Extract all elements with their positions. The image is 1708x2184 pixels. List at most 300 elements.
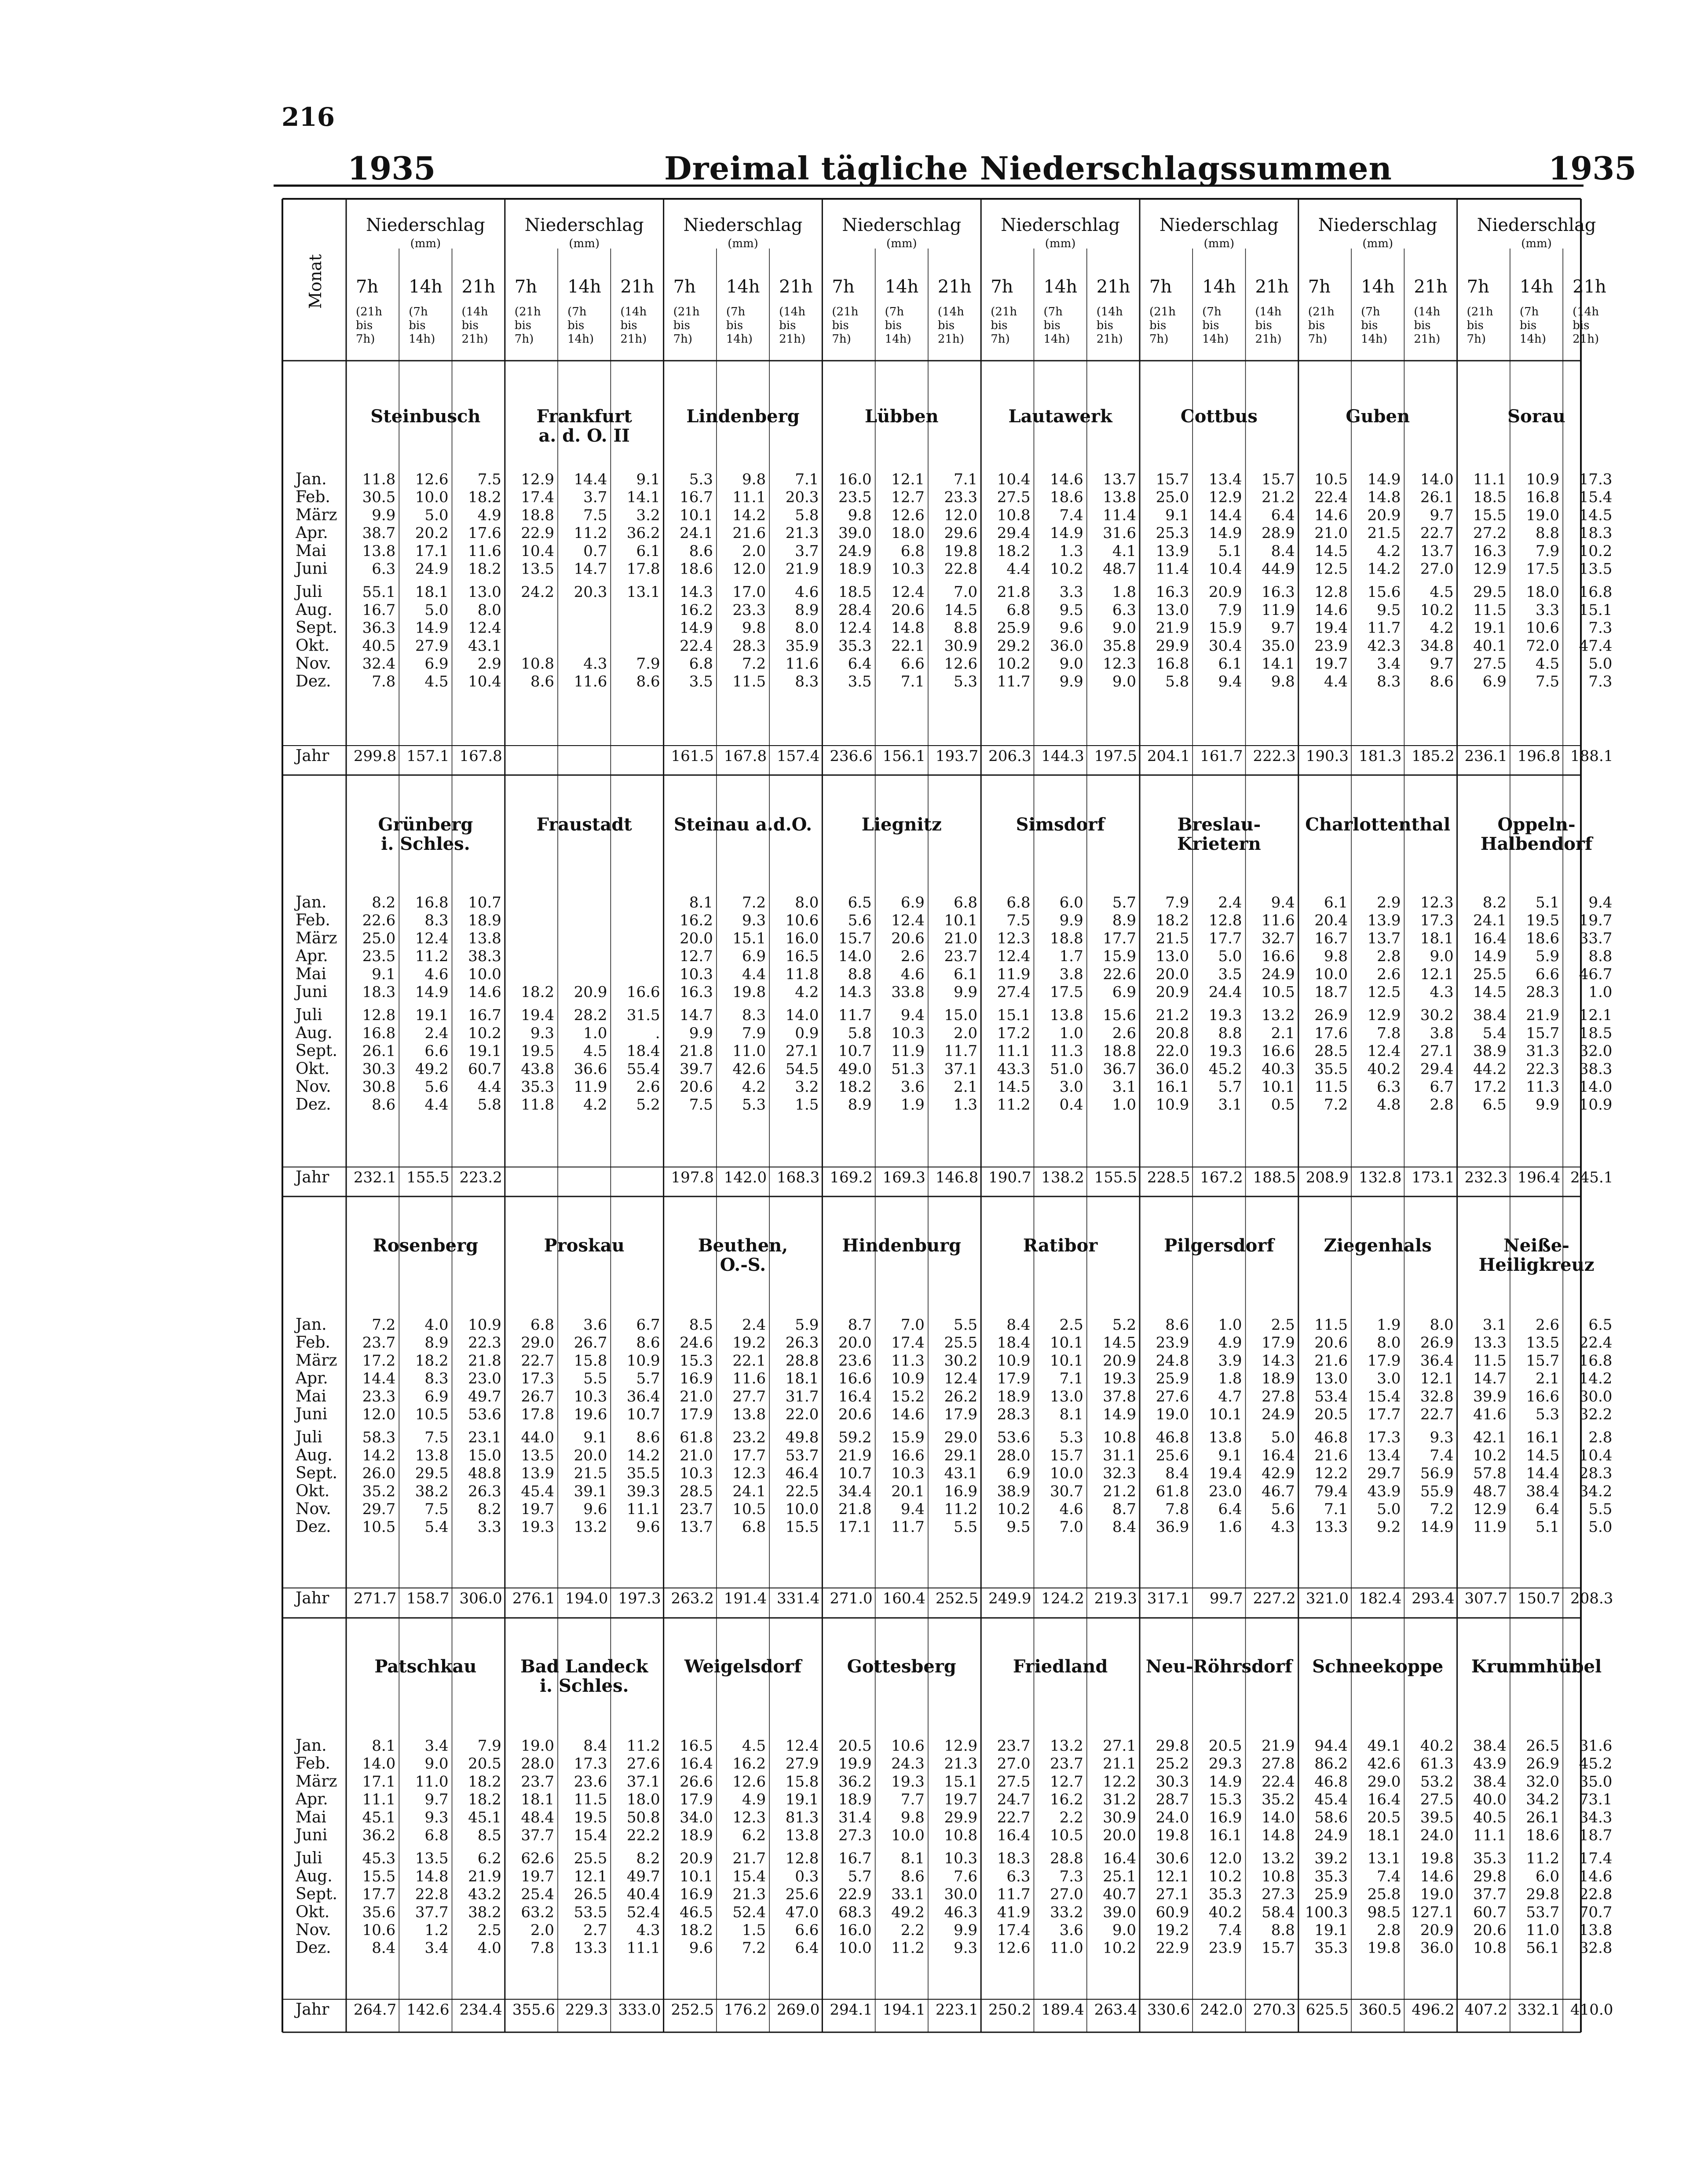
data-cell: 21.9 [1262,1737,1295,1755]
data-cell: 18.9 [838,560,872,578]
data-cell: 7.3 [1059,1867,1083,1885]
data-cell: 30.5 [362,488,396,506]
time-range-to: 7h) [514,333,534,346]
data-cell: 9.0 [1059,655,1083,673]
data-cell: 35.5 [626,1464,660,1482]
data-cell: 3.3 [477,1518,501,1536]
data-cell: 29.1 [944,1446,978,1464]
month-label: Sept. [296,1464,337,1482]
data-cell: 14.5 [1314,542,1348,560]
jahr-cell: 204.1 [1147,747,1190,765]
data-cell: 14.1 [1262,655,1295,673]
data-cell: 11.1 [1473,1826,1507,1844]
station-name: Breslau- [1177,814,1261,835]
data-cell: 21.6 [1314,1352,1348,1370]
data-cell: 35.3 [1314,1867,1348,1885]
data-cell: 22.7 [1420,524,1454,542]
data-cell: 15.7 [1050,1446,1083,1464]
jahr-cell: 176.2 [724,2001,767,2019]
data-cell: 25.6 [1156,1446,1189,1464]
data-cell: 19.3 [521,1518,555,1536]
data-cell: 2.7 [583,1921,607,1939]
station-name: Pilgersdorf [1164,1235,1274,1256]
data-cell: 18.9 [680,1826,713,1844]
data-cell: 8.6 [1430,673,1454,691]
data-cell: 28.3 [732,637,766,655]
jahr-cell: 307.7 [1464,1590,1507,1607]
data-cell: 5.5 [583,1370,607,1388]
data-cell: 37.7 [1473,1885,1507,1903]
data-cell: 19.7 [521,1500,555,1518]
data-cell: 1.3 [954,1096,978,1114]
data-cell: 20.9 [1156,983,1189,1001]
data-cell: 3.4 [1377,655,1401,673]
data-cell: 6.6 [900,655,925,673]
data-cell: 17.6 [1314,1024,1348,1042]
data-cell: 34.0 [680,1808,713,1826]
data-cell: 14.6 [1579,1867,1613,1885]
data-cell: 9.8 [742,471,766,488]
data-cell: 10.2 [1420,601,1454,619]
data-cell: 7.2 [1324,1096,1348,1114]
data-cell: 36.7 [1103,1060,1136,1078]
time-label: 7h [514,277,538,297]
data-cell: 8.4 [1006,1316,1031,1334]
data-cell: 18.9 [838,1791,872,1809]
data-cell: 23.9 [1314,637,1348,655]
data-cell: 27.8 [1262,1755,1295,1773]
data-cell: 68.3 [838,1903,872,1921]
data-cell: 27.4 [997,983,1031,1001]
data-cell: 14.9 [415,619,449,637]
data-cell: 22.0 [1156,1042,1189,1060]
data-cell: 38.3 [468,947,501,966]
data-cell: 41.9 [997,1903,1031,1921]
data-cell: 15.6 [1367,583,1401,601]
data-cell: 26.1 [1420,488,1454,506]
station-name: Patschkau [374,1656,477,1677]
data-cell: 17.3 [1367,1429,1401,1447]
unit-label: (mm) [886,237,917,250]
data-cell: 12.6 [732,1773,766,1791]
data-cell: 46.8 [1314,1773,1348,1791]
data-cell: 19.3 [891,1773,925,1791]
data-cell: 14.0 [1579,1078,1613,1096]
data-cell: 3.7 [583,488,607,506]
data-cell: 19.9 [838,1755,872,1773]
time-range-bis: bis [885,319,902,332]
data-cell: 81.3 [785,1808,819,1826]
data-cell: 2.1 [1271,1024,1295,1042]
data-cell: 10.9 [891,1370,925,1388]
data-cell: 6.4 [1271,506,1295,524]
jahr-cell: 168.3 [777,1169,820,1186]
data-cell: 2.8 [1588,1429,1613,1447]
data-cell: 8.4 [1165,1464,1189,1482]
data-cell: 17.4 [997,1921,1031,1939]
data-cell: 11.2 [415,947,449,966]
data-cell: 86.2 [1314,1755,1348,1773]
jahr-cell: 317.1 [1147,1590,1190,1607]
data-cell: 16.7 [362,601,396,619]
data-cell: 8.8 [1271,1921,1295,1939]
data-cell: 16.1 [1526,1429,1560,1447]
data-cell: 2.6 [636,1078,660,1096]
data-cell: 15.7 [1156,471,1189,488]
month-label: Apr. [296,947,328,966]
jahr-cell: 197.8 [671,1169,714,1186]
data-cell: 8.3 [742,1006,766,1024]
data-cell: 1.6 [1218,1518,1242,1536]
month-label: Juni [296,1405,328,1423]
data-cell: 18.5 [838,583,872,601]
jahr-cell: 229.3 [565,2001,608,2019]
data-cell: 11.0 [415,1773,449,1791]
data-cell: 32.4 [362,655,396,673]
data-cell: 8.5 [477,1826,501,1844]
data-cell: 5.0 [1588,655,1613,673]
data-cell: 29.5 [415,1464,449,1482]
data-cell: 25.1 [1103,1867,1136,1885]
data-cell: 9.2 [1377,1518,1401,1536]
data-cell: 8.6 [689,542,713,560]
data-cell: 27.0 [997,1755,1031,1773]
data-cell: 2.1 [954,1078,978,1096]
data-cell: 29.3 [1208,1755,1242,1773]
month-label: März [296,929,337,947]
data-cell: 10.2 [1208,1867,1242,1885]
data-cell: 12.5 [1314,560,1348,578]
time-range-bis: bis [1573,319,1590,332]
time-range-to: 21h) [1096,333,1123,346]
data-cell: 5.1 [1218,542,1242,560]
data-cell: 56.9 [1420,1464,1454,1482]
month-label: März [296,506,337,524]
data-cell: 21.3 [785,524,819,542]
data-cell: 35.0 [1579,1773,1613,1791]
data-cell: 6.9 [1006,1464,1031,1482]
data-cell: 5.3 [689,471,713,488]
station-name: Krummhübel [1471,1656,1602,1677]
time-range-bis: bis [1519,319,1537,332]
data-cell: 15.4 [1367,1387,1401,1405]
time-range-bis: bis [991,319,1008,332]
data-cell: 4.6 [1059,1500,1083,1518]
data-cell: 13.5 [415,1850,449,1868]
data-cell: 46.8 [1314,1429,1348,1447]
jahr-cell: 144.3 [1041,747,1084,765]
data-cell: 17.7 [1208,929,1242,947]
station-name: Rosenberg [373,1235,479,1256]
data-cell: 13.2 [1262,1006,1295,1024]
data-cell: 50.8 [626,1808,660,1826]
data-cell: 21.2 [1103,1482,1136,1500]
data-cell: 3.0 [1059,1078,1083,1096]
data-cell: 11.5 [1314,1316,1348,1334]
data-cell: 14.5 [944,601,978,619]
data-cell: 28.9 [1262,524,1295,542]
data-cell: 10.1 [944,911,978,929]
data-cell: 30.3 [362,1060,396,1078]
data-cell: 11.7 [997,673,1031,691]
time-range-to: 14h) [567,333,594,346]
data-cell: 7.9 [742,1024,766,1042]
data-cell: 17.7 [732,1446,766,1464]
data-cell: 1.2 [424,1921,449,1939]
data-cell: 15.7 [1526,1024,1560,1042]
data-cell: 16.6 [1526,1387,1560,1405]
data-cell: 38.2 [415,1482,449,1500]
data-cell: 21.1 [1103,1755,1136,1773]
data-cell: 20.3 [574,583,607,601]
data-cell: 28.3 [1526,983,1560,1001]
time-range-to: 14h) [885,333,911,346]
data-cell: 23.7 [521,1773,555,1791]
data-cell: 6.1 [1218,655,1242,673]
data-cell: 23.2 [732,1429,766,1447]
data-cell: 9.3 [1430,1429,1454,1447]
data-cell: 8.3 [795,673,819,691]
jahr-cell: 242.0 [1200,2001,1243,2019]
time-label: 7h [1149,277,1172,297]
jahr-cell: 271.0 [830,1590,873,1607]
data-cell: 39.5 [1420,1808,1454,1826]
data-cell: 12.6 [415,471,449,488]
data-cell: 9.3 [742,911,766,929]
data-cell: 10.0 [415,488,449,506]
data-cell: 17.3 [574,1755,607,1773]
data-cell: 24.1 [680,524,713,542]
jahr-cell: 181.3 [1358,747,1402,765]
data-cell: 6.2 [477,1850,501,1868]
data-cell: 2.2 [1059,1808,1083,1826]
data-cell: 60.7 [468,1060,501,1078]
data-cell: 21.3 [944,1755,978,1773]
data-cell: 16.9 [1208,1808,1242,1826]
station-name: Ziegenhals [1324,1235,1432,1256]
data-cell: 8.8 [954,619,978,637]
data-cell: 8.9 [1112,911,1136,929]
data-cell: 10.7 [838,1464,872,1482]
data-cell: 12.0 [362,1405,396,1423]
data-cell: 14.9 [1208,1773,1242,1791]
data-cell: 8.9 [424,1334,449,1352]
data-cell: 18.1 [1367,1826,1401,1844]
data-cell: 49.1 [1367,1737,1401,1755]
data-cell: 11.3 [1050,1042,1083,1060]
jahr-cell: 208.9 [1306,1169,1349,1186]
unit-label: (mm) [1045,237,1076,250]
data-cell: 14.0 [1420,471,1454,488]
data-cell: 17.2 [1473,1078,1507,1096]
data-cell: 19.3 [1208,1042,1242,1060]
data-cell: 19.7 [521,1867,555,1885]
data-cell: 43.8 [521,1060,555,1078]
data-cell: 7.8 [1165,1500,1189,1518]
data-cell: 9.3 [954,1939,978,1957]
data-cell: 1.5 [742,1921,766,1939]
data-cell: 23.5 [362,947,396,966]
data-cell: 5.3 [1059,1429,1083,1447]
data-cell: 7.9 [1165,894,1189,911]
data-cell: 15.3 [680,1352,713,1370]
data-cell: 4.3 [1271,1518,1295,1536]
data-cell: 8.2 [372,894,396,911]
data-cell: 10.1 [1208,1405,1242,1423]
data-cell: 20.6 [891,601,925,619]
data-cell: 60.9 [1156,1903,1189,1921]
data-cell: 26.3 [785,1334,819,1352]
data-cell: 18.6 [680,560,713,578]
data-cell: 30.6 [1156,1850,1189,1868]
data-cell: 30.2 [1420,1006,1454,1024]
station-name: Cottbus [1180,406,1258,427]
data-cell: 16.3 [1262,583,1295,601]
data-cell: 22.3 [1526,1060,1560,1078]
data-cell: 24.9 [1314,1826,1348,1844]
data-cell: 14.7 [680,1006,713,1024]
data-cell: 12.8 [362,1006,396,1024]
data-cell: 4.2 [1430,619,1454,637]
jahr-cell: 189.4 [1041,2001,1084,2019]
data-cell: 34.3 [1579,1808,1613,1826]
data-cell: 15.1 [732,929,766,947]
data-cell: 6.4 [848,655,872,673]
data-cell: 22.8 [944,560,978,578]
jahr-cell: 167.2 [1200,1169,1243,1186]
jahr-cell: 169.3 [882,1169,925,1186]
data-cell: 7.4 [1430,1446,1454,1464]
data-cell: 30.0 [944,1885,978,1903]
data-cell: 29.8 [1473,1867,1507,1885]
data-cell: 11.9 [1473,1518,1507,1536]
data-cell: 27.7 [732,1387,766,1405]
data-cell: 14.8 [891,619,925,637]
data-cell: 10.9 [1526,471,1560,488]
data-cell: 22.9 [1156,1939,1189,1957]
data-cell: 47.4 [1579,637,1613,655]
data-cell: 27.0 [1050,1885,1083,1903]
time-range-from: (21h [356,305,382,318]
data-cell: 15.9 [891,1429,925,1447]
data-cell: 28.0 [521,1755,555,1773]
data-cell: 31.1 [1103,1446,1136,1464]
data-cell: 53.4 [1314,1387,1348,1405]
data-cell: 15.8 [785,1773,819,1791]
month-label: Apr. [296,1790,328,1809]
station-name: Lautawerk [1008,406,1112,427]
jahr-cell: 190.3 [1306,747,1349,765]
month-label: Mai [296,1387,326,1405]
data-cell: 9.9 [1536,1096,1560,1114]
data-cell: 43.1 [944,1464,978,1482]
data-cell: 10.0 [891,1826,925,1844]
data-cell: 9.8 [1271,673,1295,691]
data-cell: 46.8 [1156,1429,1189,1447]
station-name: Fraustadt [536,814,632,835]
data-cell: 17.7 [1367,1405,1401,1423]
data-cell: 11.7 [891,1518,925,1536]
data-cell: 53.7 [1526,1903,1560,1921]
data-cell: 15.4 [732,1867,766,1885]
data-cell: 11.8 [785,965,819,983]
data-cell: 12.9 [1473,1500,1507,1518]
data-cell: 5.7 [848,1867,872,1885]
data-cell: 54.5 [785,1060,819,1078]
data-cell: 14.8 [1367,488,1401,506]
data-cell: 6.8 [954,894,978,911]
data-cell: 9.9 [689,1024,713,1042]
data-cell: 4.4 [1324,673,1348,691]
data-cell: 16.4 [1367,1791,1401,1809]
data-cell: 18.2 [468,560,501,578]
data-cell: 10.1 [680,506,713,524]
data-cell: 24.7 [997,1791,1031,1809]
data-cell: 8.6 [372,1096,396,1114]
data-cell: 4.4 [424,1096,449,1114]
data-cell: 11.7 [1367,619,1401,637]
data-cell: 13.9 [1367,911,1401,929]
data-cell: 72.0 [1526,637,1560,655]
jahr-cell: 355.6 [512,2001,556,2019]
data-cell: 25.5 [574,1850,607,1868]
data-cell: 17.9 [680,1405,713,1423]
data-cell: 2.8 [1430,1096,1454,1114]
data-cell: 11.9 [891,1042,925,1060]
time-range-to: 21h) [1255,333,1282,346]
data-cell: 1.0 [1112,1096,1136,1114]
data-cell: 14.2 [1367,560,1401,578]
data-cell: 12.0 [732,560,766,578]
data-cell: 11.8 [362,471,396,488]
data-cell: 8.1 [900,1850,925,1868]
data-cell: 10.9 [626,1352,660,1370]
data-cell: 2.6 [1112,1024,1136,1042]
month-label: Feb. [296,488,330,506]
data-cell: 1.0 [583,1024,607,1042]
jahr-cell: 293.4 [1412,1590,1455,1607]
jahr-cell: 222.3 [1253,747,1296,765]
data-cell: 23.7 [944,947,978,966]
time-range-to: 14h) [726,333,753,346]
data-cell: 5.6 [1271,1500,1295,1518]
data-cell: 21.7 [732,1850,766,1868]
data-cell: 5.9 [795,1316,819,1334]
jahr-label: Jahr [296,1168,329,1186]
data-cell: 7.5 [1006,911,1031,929]
data-cell: 39.0 [838,524,872,542]
data-cell: 15.1 [944,1773,978,1791]
data-cell: 38.4 [1473,1006,1507,1024]
data-cell: 11.1 [626,1500,660,1518]
data-cell: 18.5 [1473,488,1507,506]
data-cell: 6.3 [372,560,396,578]
data-cell: 3.1 [1482,1316,1507,1334]
month-label: Mai [296,1808,326,1826]
station-name: Grünberg [378,814,473,835]
month-label: Feb. [296,1754,330,1773]
data-cell: 5.8 [795,506,819,524]
data-cell: 17.9 [1367,1352,1401,1370]
data-cell: 6.4 [1536,1500,1560,1518]
time-range-to: 21h) [779,333,806,346]
station-name: Heiligkreuz [1478,1255,1595,1275]
data-cell: 4.6 [424,965,449,983]
data-cell: 23.9 [1208,1939,1242,1957]
data-cell: 11.5 [1473,1352,1507,1370]
data-cell: 36.6 [574,1060,607,1078]
data-cell: 16.0 [785,929,819,947]
